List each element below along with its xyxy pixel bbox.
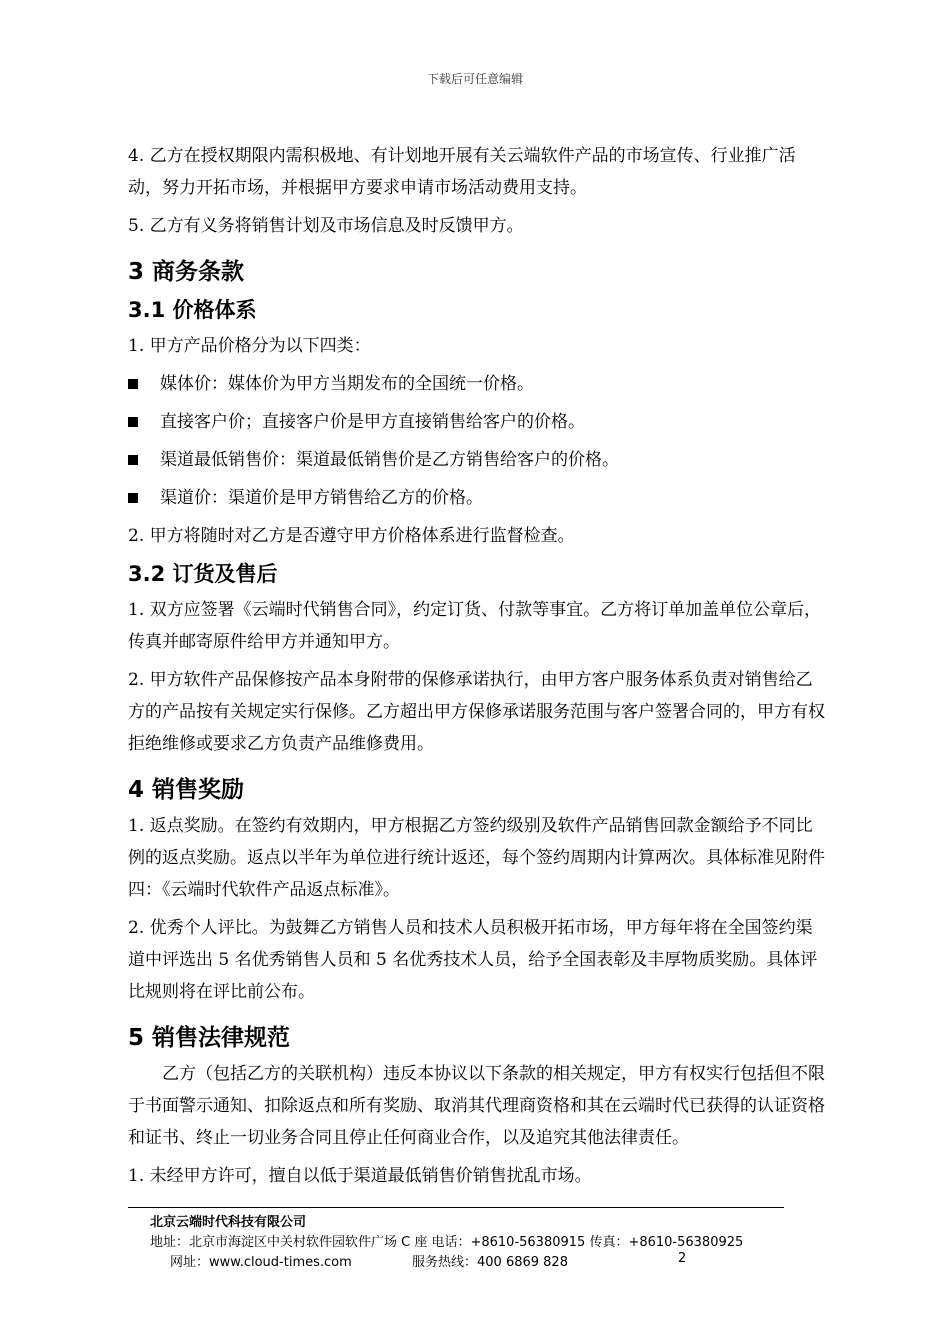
- section4-item1: 1. 返点奖励。在签约有效期内，甲方根据乙方签约级别及软件产品销售回款金额给予不同比例的返点奖励。返点以半年为单位进行统计返还，每个签约周期内计算两次。具体标准见附件四：《云端时代软件产品返点标准》。: [128, 816, 825, 900]
- square-bullet-icon: [128, 455, 138, 465]
- footer-company: 北京云端时代科技有限公司: [150, 1215, 307, 1230]
- footer-divider: [128, 1207, 784, 1208]
- section5-heading: 5 销售法律规范: [128, 1025, 291, 1051]
- bullet-text: 渠道价：渠道价是甲方销售给乙方的价格。: [160, 488, 483, 508]
- section3-1-item1: 1. 甲方产品价格分为以下四类：: [128, 336, 371, 356]
- bullet-text: 渠道最低销售价：渠道最低销售价是乙方销售给客户的价格。: [160, 450, 619, 470]
- section5-intro: 乙方（包括乙方的关联机构）违反本协议以下条款的相关规定，甲方有权实行包括但不限于书面警示通知、扣除返点和所有奖励、取消其代理商资格和其在云端时代已获得的认证资格和证书、终止一切业务合同且停止任何商业合作，以及追究其他法律责任。: [128, 1064, 825, 1148]
- section3-1-heading: 3.1 价格体系: [128, 298, 257, 322]
- section3-2-heading: 3.2 订货及售后: [128, 562, 278, 586]
- footer-hotline: 服务热线：400 6869 828: [412, 1255, 568, 1270]
- section5-item1: 1. 未经甲方许可，擅自以低于渠道最低销售价销售扰乱市场。: [128, 1166, 592, 1186]
- bullet-item: [128, 406, 826, 438]
- section3-1-item2: 2. 甲方将随时对乙方是否遵守甲方价格体系进行监督检查。: [128, 526, 575, 546]
- section3-2-item1: 1. 双方应签署《云端时代销售合同》，约定订货、付款等事宜。乙方将订单加盖单位公章后，传真并邮寄原件给甲方并通知甲方。: [128, 600, 822, 652]
- footer-website: 网址：www.cloud-times.com: [170, 1255, 352, 1270]
- bullet-text: 直接客户价；直接客户价是甲方直接销售给客户的价格。: [160, 412, 585, 432]
- section2-item4: 4. 乙方在授权期限内需积极地、有计划地开展有关云端软件产品的市场宣传、行业推广活动，努力开拓市场，并根据甲方要求申请市场活动费用支持。: [128, 146, 796, 198]
- square-bullet-icon: [128, 493, 138, 503]
- section4-heading: 4 销售奖励: [128, 777, 245, 803]
- section2-item5: 5. 乙方有义务将销售计划及市场信息及时反馈甲方。: [128, 216, 524, 236]
- section3-heading: 3 商务条款: [128, 259, 245, 285]
- bullet-item: [128, 444, 826, 476]
- section3-2-item2: 2. 甲方软件产品保修按产品本身附带的保修承诺执行，由甲方客户服务体系负责对销售给乙方的产品按有关规定实行保修。乙方超出甲方保修承诺服务范围与客户签署合同的，甲方有权拒绝维修或要求乙方负责产品维修费用。: [128, 670, 825, 754]
- footer-address: 地址：北京市海淀区中关村软件园软件广场 C 座 电话：+8610-56380915 传真：+8610-56380925: [150, 1235, 744, 1250]
- bullet-text: 媒体价：媒体价为甲方当期发布的全国统一价格。: [160, 374, 534, 394]
- section4-item2: 2. 优秀个人评比。为鼓舞乙方销售人员和技术人员积极开拓市场，甲方每年将在全国签约渠道中评选出 5 名优秀销售人员和 5 名优秀技术人员，给予全国表彰及丰厚物质奖励。具体评比规则将在评比前公布。: [128, 918, 818, 1002]
- bullet-item: [128, 482, 826, 514]
- bullet-item: [128, 368, 826, 400]
- square-bullet-icon: [128, 417, 138, 427]
- page-number: 2: [678, 1251, 687, 1266]
- square-bullet-icon: [128, 379, 138, 389]
- header-note: 下载后可任意编辑: [426, 72, 523, 86]
- document-body: [128, 140, 826, 1192]
